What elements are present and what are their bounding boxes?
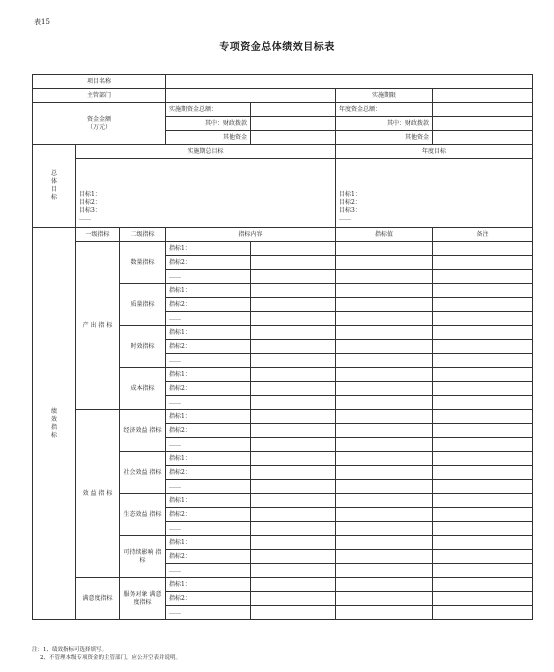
indicator-content: 指标1： (166, 410, 251, 424)
indicator-content: 指标2： (166, 382, 251, 396)
indicator-note-input[interactable] (433, 424, 533, 438)
output-level2-label: 质量指标 (120, 284, 166, 326)
performance-goal-table (32, 74, 533, 620)
note-header: 备注 (433, 228, 533, 242)
table-number: 表15 (34, 18, 50, 26)
indicator-note-input[interactable] (433, 382, 533, 396)
indicator-value-input[interactable] (336, 368, 433, 382)
indicator-content-input[interactable] (251, 592, 336, 606)
indicator-content: 指标2： (166, 508, 251, 522)
output-level2-label: 时效指标 (120, 326, 166, 368)
indicator-content-input[interactable] (251, 270, 336, 284)
dept-label: 主管部门 (33, 89, 166, 103)
funds-fiscal-period-value[interactable] (251, 117, 336, 131)
output-level1-label: 产 出 指 标 (76, 242, 120, 410)
indicator-content: 指标1： (166, 536, 251, 550)
dept-value[interactable] (166, 89, 336, 103)
performance-indicator-label: 绩 效 指 标 (33, 228, 76, 620)
funds-other-annual-value[interactable] (433, 131, 533, 145)
indicator-content-input[interactable] (251, 564, 336, 578)
indicator-content: …… (166, 606, 251, 620)
satisfaction-level2-label: 服务对象 满意度指标 (120, 578, 166, 620)
annual-goal-header: 年度目标 (336, 145, 533, 159)
indicator-note-input[interactable] (433, 396, 533, 410)
indicator-note-input[interactable] (433, 550, 533, 564)
indicator-value-input[interactable] (336, 298, 433, 312)
level2-header: 二级指标 (120, 228, 166, 242)
indicator-content-input[interactable] (251, 396, 336, 410)
indicator-note-input[interactable] (433, 256, 533, 270)
indicator-note-input[interactable] (433, 522, 533, 536)
period-goal-header: 实施期总目标 (76, 145, 336, 159)
indicator-content: …… (166, 564, 251, 578)
indicator-content-input[interactable] (251, 466, 336, 480)
indicator-value-input[interactable] (336, 284, 433, 298)
indicator-value-input[interactable] (336, 550, 433, 564)
footnote-2: 2、不管理本级专项资金的主管部门，应公开空表并说明。 (40, 655, 182, 661)
indicator-note-input[interactable] (433, 466, 533, 480)
indicator-content: 指标2： (166, 340, 251, 354)
indicator-content-input[interactable] (251, 326, 336, 340)
annual-goals[interactable]: 目标1： 目标2： 目标3： …… (336, 159, 533, 228)
funds-other-period-value[interactable] (251, 131, 336, 145)
indicator-content-input[interactable] (251, 340, 336, 354)
indicator-content: …… (166, 438, 251, 452)
indicator-content-input[interactable] (251, 536, 336, 550)
indicator-note-input[interactable] (433, 480, 533, 494)
indicator-value-input[interactable] (336, 256, 433, 270)
table-row (33, 578, 533, 592)
indicator-content-input[interactable] (251, 298, 336, 312)
indicator-note-input[interactable] (433, 606, 533, 620)
indicator-note-input[interactable] (433, 564, 533, 578)
indicator-content-input[interactable] (251, 606, 336, 620)
indicator-value-input[interactable] (336, 410, 433, 424)
indicator-note-input[interactable] (433, 438, 533, 452)
indicator-value-input[interactable] (336, 466, 433, 480)
indicator-value-input[interactable] (336, 578, 433, 592)
indicator-value-input[interactable] (336, 438, 433, 452)
page-title: 专项资金总体绩效目标表 (219, 42, 335, 53)
funds-other-period-label: 其他资金 (166, 131, 251, 145)
indicator-note-input[interactable] (433, 326, 533, 340)
content-header: 指标内容 (166, 228, 336, 242)
indicator-value-input[interactable] (336, 354, 433, 368)
indicator-content: 指标2： (166, 550, 251, 564)
indicator-value-input[interactable] (336, 452, 433, 466)
indicator-note-input[interactable] (433, 494, 533, 508)
indicator-content-input[interactable] (251, 284, 336, 298)
indicator-note-input[interactable] (433, 284, 533, 298)
indicator-content: 指标2： (166, 466, 251, 480)
indicator-content-input[interactable] (251, 424, 336, 438)
output-level2-label: 数量指标 (120, 242, 166, 284)
indicator-value-input[interactable] (336, 522, 433, 536)
indicator-content: 指标2： (166, 592, 251, 606)
indicator-note-input[interactable] (433, 452, 533, 466)
level1-header: 一级指标 (76, 228, 120, 242)
overall-goal-label: 总 体 目 标 (33, 145, 76, 228)
indicator-value-input[interactable] (336, 564, 433, 578)
output-level2-label: 成本指标 (120, 368, 166, 410)
period-label: 实施期限 (336, 89, 433, 103)
indicator-content: 指标1： (166, 494, 251, 508)
indicator-value-input[interactable] (336, 382, 433, 396)
period-goals[interactable]: 目标1： 目标2： 目标3： …… (76, 159, 336, 228)
indicator-value-input[interactable] (336, 480, 433, 494)
indicator-content: 指标1： (166, 242, 251, 256)
indicator-note-input[interactable] (433, 592, 533, 606)
indicator-content: 指标1： (166, 452, 251, 466)
value-header: 指标值 (336, 228, 433, 242)
indicator-value-input[interactable] (336, 242, 433, 256)
funds-annual-total-value[interactable] (433, 103, 533, 117)
indicator-content-input[interactable] (251, 480, 336, 494)
indicator-value-input[interactable] (336, 424, 433, 438)
indicator-content-input[interactable] (251, 494, 336, 508)
footnotes (32, 646, 181, 662)
indicator-value-input[interactable] (336, 396, 433, 410)
indicator-value-input[interactable] (336, 326, 433, 340)
indicator-content-input[interactable] (251, 410, 336, 424)
indicator-content-input[interactable] (251, 256, 336, 270)
indicator-content: …… (166, 480, 251, 494)
indicator-content: …… (166, 396, 251, 410)
benefit-level2-label: 可持续影响 指标 (120, 536, 166, 578)
indicator-value-input[interactable] (336, 312, 433, 326)
period-value[interactable] (433, 89, 533, 103)
indicator-content: 指标1： (166, 326, 251, 340)
indicator-content-input[interactable] (251, 354, 336, 368)
funds-annual-total-label: 年度资金总额： (336, 103, 433, 117)
indicator-content: …… (166, 354, 251, 368)
indicator-note-input[interactable] (433, 368, 533, 382)
indicator-note-input[interactable] (433, 298, 533, 312)
indicator-content: …… (166, 270, 251, 284)
indicator-value-input[interactable] (336, 494, 433, 508)
indicator-note-input[interactable] (433, 340, 533, 354)
benefit-level2-label: 生态效益 指标 (120, 494, 166, 536)
funds-period-total-value[interactable] (251, 103, 336, 117)
indicator-note-input[interactable] (433, 508, 533, 522)
funds-label: 资金金额 （万元） (33, 103, 166, 145)
indicator-content: 指标2： (166, 424, 251, 438)
indicator-value-input[interactable] (336, 508, 433, 522)
indicator-value-input[interactable] (336, 340, 433, 354)
indicator-content: 指标1： (166, 368, 251, 382)
benefit-level1-label: 效 益 指 标 (76, 410, 120, 578)
indicator-content: 指标2： (166, 298, 251, 312)
indicator-content-input[interactable] (251, 438, 336, 452)
indicator-note-input[interactable] (433, 242, 533, 256)
indicator-content: …… (166, 312, 251, 326)
indicator-note-input[interactable] (433, 312, 533, 326)
indicator-note-input[interactable] (433, 354, 533, 368)
indicator-content-input[interactable] (251, 508, 336, 522)
indicator-content-input[interactable] (251, 368, 336, 382)
indicator-content-input[interactable] (251, 452, 336, 466)
funds-fiscal-annual-label: 其中：财政拨款 (336, 117, 433, 131)
table-row (33, 242, 533, 256)
indicator-value-input[interactable] (336, 592, 433, 606)
footnote-1: 注：1、绩效指标可选择填写。 (32, 647, 108, 653)
indicator-content-input[interactable] (251, 522, 336, 536)
indicator-content: 指标1： (166, 284, 251, 298)
indicator-value-input[interactable] (336, 606, 433, 620)
benefit-level2-label: 经济效益 指标 (120, 410, 166, 452)
project-name-value[interactable] (166, 75, 533, 89)
indicator-content-input[interactable] (251, 312, 336, 326)
funds-fiscal-period-label: 其中：财政拨款 (166, 117, 251, 131)
indicator-content: 指标1： (166, 578, 251, 592)
table-row (33, 410, 533, 424)
indicator-content-input[interactable] (251, 578, 336, 592)
project-name-label: 项目名称 (33, 75, 166, 89)
indicator-content: …… (166, 522, 251, 536)
indicator-value-input[interactable] (336, 270, 433, 284)
indicator-content-input[interactable] (251, 382, 336, 396)
indicator-content-input[interactable] (251, 242, 336, 256)
funds-period-total-label: 实施期资金总额： (166, 103, 251, 117)
indicator-note-input[interactable] (433, 410, 533, 424)
indicator-note-input[interactable] (433, 270, 533, 284)
indicator-value-input[interactable] (336, 536, 433, 550)
indicator-note-input[interactable] (433, 536, 533, 550)
indicator-content: 指标2： (166, 256, 251, 270)
funds-other-annual-label: 其他资金 (336, 131, 433, 145)
indicator-note-input[interactable] (433, 578, 533, 592)
benefit-level2-label: 社会效益 指标 (120, 452, 166, 494)
satisfaction-level1-label: 满意度指标 (76, 578, 120, 620)
funds-fiscal-annual-value[interactable] (433, 117, 533, 131)
indicator-content-input[interactable] (251, 550, 336, 564)
